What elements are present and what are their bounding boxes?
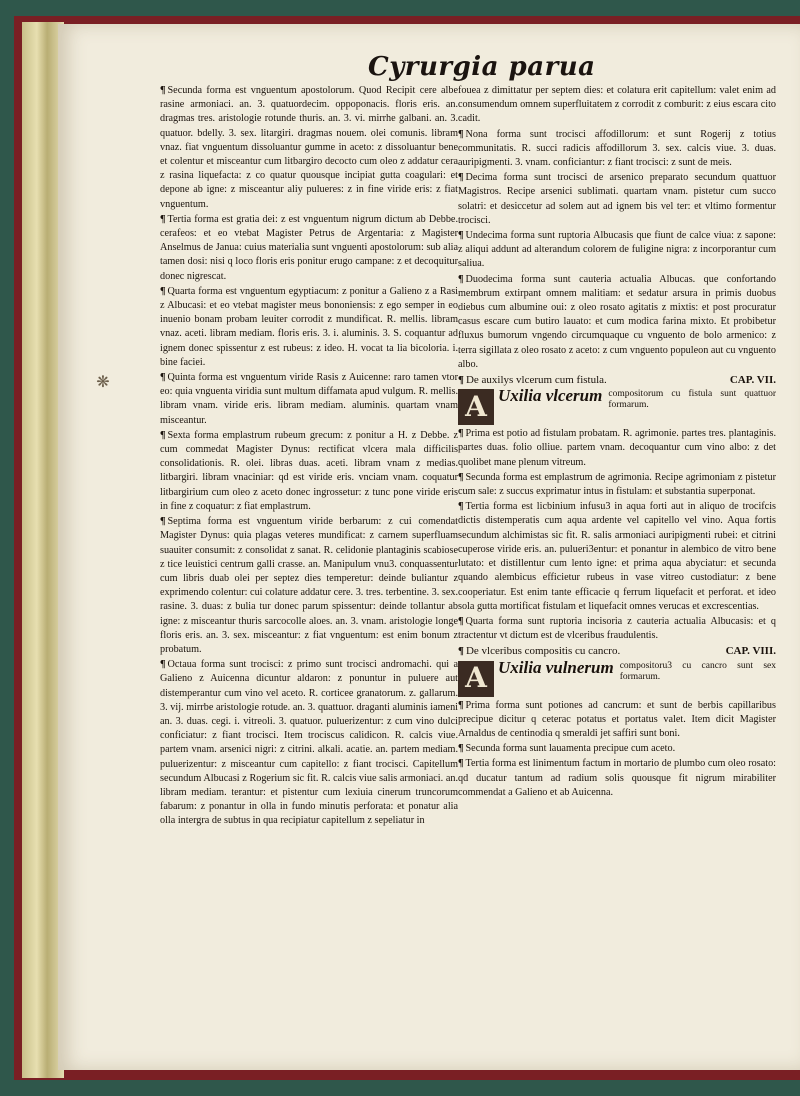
paragraph: ¶ Prima forma sunt potiones ad cancrum: et sunt de berbis capillaribus precipue dicitur q ceterac potatus et portatus valet. Item dicit Magister Arnaldus de centinodia q smeraldi jet saffiri sunt boni.	[458, 699, 776, 739]
ornament-icon: ❋	[96, 372, 110, 391]
pilcrow-icon: ¶	[458, 230, 464, 242]
decorated-initial: A	[458, 661, 494, 697]
paragraph: ¶ Undecima forma sunt ruptoria Albucasis que fiunt de calce viua: z sapone: z aliqui addunt ad alterandum colorem de fuligine nigra: z incorporantur cum saliua.	[458, 230, 776, 270]
paragraph: ¶ Quinta forma est vnguentum viride Rasis z Auicenne: raro tamen vtor eo: quia vnguenta viridia sunt multum diffamata apud vulgum. R. mellis. libram vnam. viride eris. libram mediam. aluminis. quartam vnam misceantur.	[160, 372, 458, 426]
paragraph: ¶ Quarta forma est vnguentum egyptiacum: z ponitur a Galieno z a Rasi z Albucasi: et eo vtebat magister meus bononiensis: z ego semper in eo inuenio bonam probam leuiter corrodit z mundificat. R. mellis. libram vnaz. aceti. libram mediam. floris eris. 3. i. aluminis. 3. S. coquantur ad ignem donec spissentur z est rubeus: z ideo. H. vocat ta lia bicoloria. i. bine faciei.	[160, 285, 458, 368]
pilcrow-icon: ¶	[160, 429, 166, 441]
pilcrow-icon: ¶	[160, 213, 166, 225]
paragraph: ¶ Sexta forma emplastrum rubeum grecum: z ponitur a H. z Debbe. z cum commedat Magister Dynus: rectificat vlcera mala difficilis consolidationis. R. olei. libras duas. aceti. libram vnam z medias. litbargiri. libram vnaciniar: qd est viride eris. vnciam vnam. coquatur litbargirium cum oleo z aceto donec ingrossetur: z tunc pone viride eris in fine z coquatur: z fiat emplastrum.	[160, 429, 458, 512]
paragraph: ¶ Quarta forma sunt ruptoria incisoria z cauteria actualia Albucasis: et q tractentur vt dictum est de vlceribus fraudulentis.	[458, 615, 776, 642]
pilcrow-icon: ¶	[458, 699, 464, 711]
paragraph: ¶ Secunda forma sunt lauamenta precipue cum aceto.	[458, 743, 676, 755]
pilcrow-icon: ¶	[458, 428, 464, 440]
pilcrow-icon: ¶	[160, 659, 166, 671]
pilcrow-icon: ¶	[160, 372, 166, 384]
paragraph: ¶ Secunda forma est vnguentum apostolorum. Quod Recipit cere albe rasine armoniaci. an. 3. quatuordecim. oppoponacis. floris eris. an. dragmas tres. aristologie rotunde thuris. an. 3. vi. mirrhe galbani. an. 3. quatuor. bdelly. 3. sex. litargiri. dragmas nouem. olei comunis. libram vnaz. fiat vnguentum dissoluantur gumme in aceto: z dissoluantur bene et colentur et misceantur cum litbargiro decocto cum oleo z addatur cera z rasina liquefacta: z co quatur quousque incipiat gutta coagulari: et depone ab igne: z misceantur aliy pulueres: z in fine viride eris: z fiat vnguentum.	[160, 85, 458, 210]
paragraph: ¶ Prima est potio ad fistulam probatam. R. agrimonie. partes tres. plantaginis. partes duas. folio olliue. partem vnam. decoquantur cum vino albo: z det quolibet mane plenum vitreum.	[458, 428, 776, 468]
chapter-7-header	[458, 373, 776, 387]
chapter-subheading: compositorum cu fistula sunt quattuor formarum.	[608, 389, 776, 411]
paragraph: ¶ Decima forma sunt trocisci de arsenico preparato secundum quattuor Magistros. Recipe arsenici sublimati. quartam vnam. pistetur cum succo solatri: et desiccetur ad solem aut ad ignem bis vel ter: et vltimo formentur trocisci.	[458, 172, 776, 226]
chapter-8-header	[458, 644, 776, 658]
chapter-label: CAP. VII.	[729, 374, 776, 387]
paragraph: fouea z dimittatur per septem dies: et colatura erit capitellum: valet enim ad consumendum omnem superfluitatem z corrodit z comburit: z eius escara cito cadit.	[458, 85, 776, 125]
chapter-8-opening	[458, 657, 776, 697]
section-title: ¶ De vlceribus compositis cu cancro.	[458, 645, 621, 658]
pilcrow-icon: ¶	[458, 758, 464, 770]
paragraph: ¶ Nona forma sunt trocisci affodillorum: et sunt Rogerij z totius communitatis. R. succi radicis affodillorum 3. sex. calcis viue. 3. duas. auripigmenti. 3. vnam. conficiantur: z fiant trocisci: z sunt de meis.	[458, 128, 776, 169]
chapter-7-opening	[458, 386, 776, 425]
pilcrow-icon: ¶	[458, 172, 464, 184]
paragraph: ¶ Secunda forma est emplastrum de agrimonia. Recipe agrimoniam z pistetur cum sale: z succus exprimatur intus in fistulam: et substantia superponat.	[458, 471, 776, 498]
pilcrow-icon: ¶	[458, 471, 464, 483]
pilcrow-icon: ¶	[458, 743, 464, 755]
chapter-label: CAP. VIII.	[725, 645, 776, 658]
paragraph: ¶ Duodecima forma sunt cauteria actualia Albucas. que confortando membrum extirpant omnem malitiam: et sedatur arsura in primis duobus diebus cum albumine oui: z oleo rosato agitatis z mixtis: et post procuratur casus escare cum butiro lauato: et cum modica farina mixto. Et probibetur fluxus bumorum vngendo circumquaque cu vnguento de bolo armenico: z terra sigillata z oleo rosato z aceto: z cum vnguento populeon aut cu vnguento albo.	[458, 273, 776, 370]
chapter-subheading: compositoru3 cu cancro sunt sex formarum.	[619, 660, 776, 682]
left-column	[160, 84, 458, 830]
pilcrow-icon: ¶	[458, 615, 464, 627]
pilcrow-icon: ¶	[458, 374, 464, 387]
chapter-heading: Uxilia vlcerum	[498, 386, 603, 406]
pilcrow-icon: ¶	[458, 128, 464, 140]
paragraph: ¶ Tertia forma est gratia dei: z est vnguentum nigrum dictum ab Debbe. cerafeos: et eo vtebat Magister Petrus de Argentaria: z Magister Anselmus de Janua: cuius materialia sunt vnguenti apostolorum: sub alia tamen dosi: nisi q loco floris eris ponitur erugo campane: z et decoquitur donec nigrescat.	[160, 213, 458, 282]
right-column	[458, 84, 776, 801]
paragraph: ¶ Octaua forma sunt trocisci: z primo sunt trocisci andromachi. qui a Galieno z Auicenna dicuntur aldaron: z ponuntur in puluere aut distemperantur cum vino vel aceto. R. corticee granatorum. z. gallarum. 3. vij. mirrbe aristologie rotude. an. 3. quattuor. draganti aluminis iameni an. 3. duas. cegi. i. vitreoli. 3. quatuor. puluerizentur: z cum vino dulci conficiatur: z fiant trocisci. Item trociscus calidicon. R. calcis viue. partem vnam. arsenici nigri: z citrini. alkali. acatie. an. partem mediam. puluerizentur: z misceantur cum capitello: z fiant trocisci. Capitellum secundum Albucasi z Rogerium sic fit. R. calcis viue salis armoniaci. an. libram mediam. terantur: et pistentur cum lexiuia cinerum truncorum fabarum: z ponantur in olla in fundo minutis perforata: et ponatur alia olla intergra de subtus in qua recipiatur capitellum z sepeliatur in	[160, 659, 458, 827]
paragraph: ¶ Tertia forma est linimentum factum in mortario de plumbo cum oleo rosato: qd ducatur tantum ad radium solis quousque fit nigrum mirabiliter commendat a Galieno et ab Auicenna.	[458, 758, 776, 798]
paragraph: ¶ Tertia forma est licbinium infusu3 in aqua forti aut in aliquo de trocifcis dictis distemperatis cum aqua ardente vel capitello vel vino. Aqua fortis secundum alchimistas sic fit. R. salis armoniaci auripigmenti rubei: et citrini cuperose viride eris. an. pulueri3entur: et ponantur in alembico de vitro bene lutato: et distillentur cum lento igne: et prima aqua abyciatur: et secunda quando alembicus efficietur rubeus in vase vitreo custodiatur: z bene cooperiatur. Est enim tante efficacie q ferrum liquefacit et perforat. et ideo sola gutta mortificat fistulam et liquefacit omnes verucas et excrescentias.	[458, 501, 776, 612]
chapter-heading: Uxilia vulnerum	[498, 657, 614, 677]
pilcrow-icon: ¶	[160, 85, 166, 96]
pilcrow-icon: ¶	[458, 645, 464, 658]
page-title: Cyrurgia parua	[368, 52, 596, 82]
pilcrow-icon: ¶	[160, 516, 166, 528]
pilcrow-icon: ¶	[160, 285, 166, 297]
section-title: ¶ De auxilys vlcerum cum fistula.	[458, 374, 607, 387]
decorated-initial: A	[458, 389, 494, 425]
pilcrow-icon: ¶	[458, 501, 464, 513]
pilcrow-icon: ¶	[458, 273, 464, 285]
paragraph: ¶ Septima forma est vnguentum viride berbarum: z cui comendat Magister Dynus: quia plagas veteres mundificat: z carnem superfluam suauiter consumit: z consolidat z sanat. R. celidonie plantaginis scabiose z tice leuistici centrum galli crasse. an. Manipulum vnu3. conquassentur cum libris duab olei per septez dies temperetur: deinde buliantur z exprimendo colentur: cui colature addatur cere. 3. tres. terbentine. 3. sex. rasine. 3. duas: z bulia tur donec parum spissentur: deinde tollantur ab igne: z misceantur thuris sarcocolle aloes. an. 3. vnam. aristologie longe floris eris. an. 3. sex. misceantur: z fiat vnguentum: est enim bonum z probatum.	[160, 516, 458, 655]
